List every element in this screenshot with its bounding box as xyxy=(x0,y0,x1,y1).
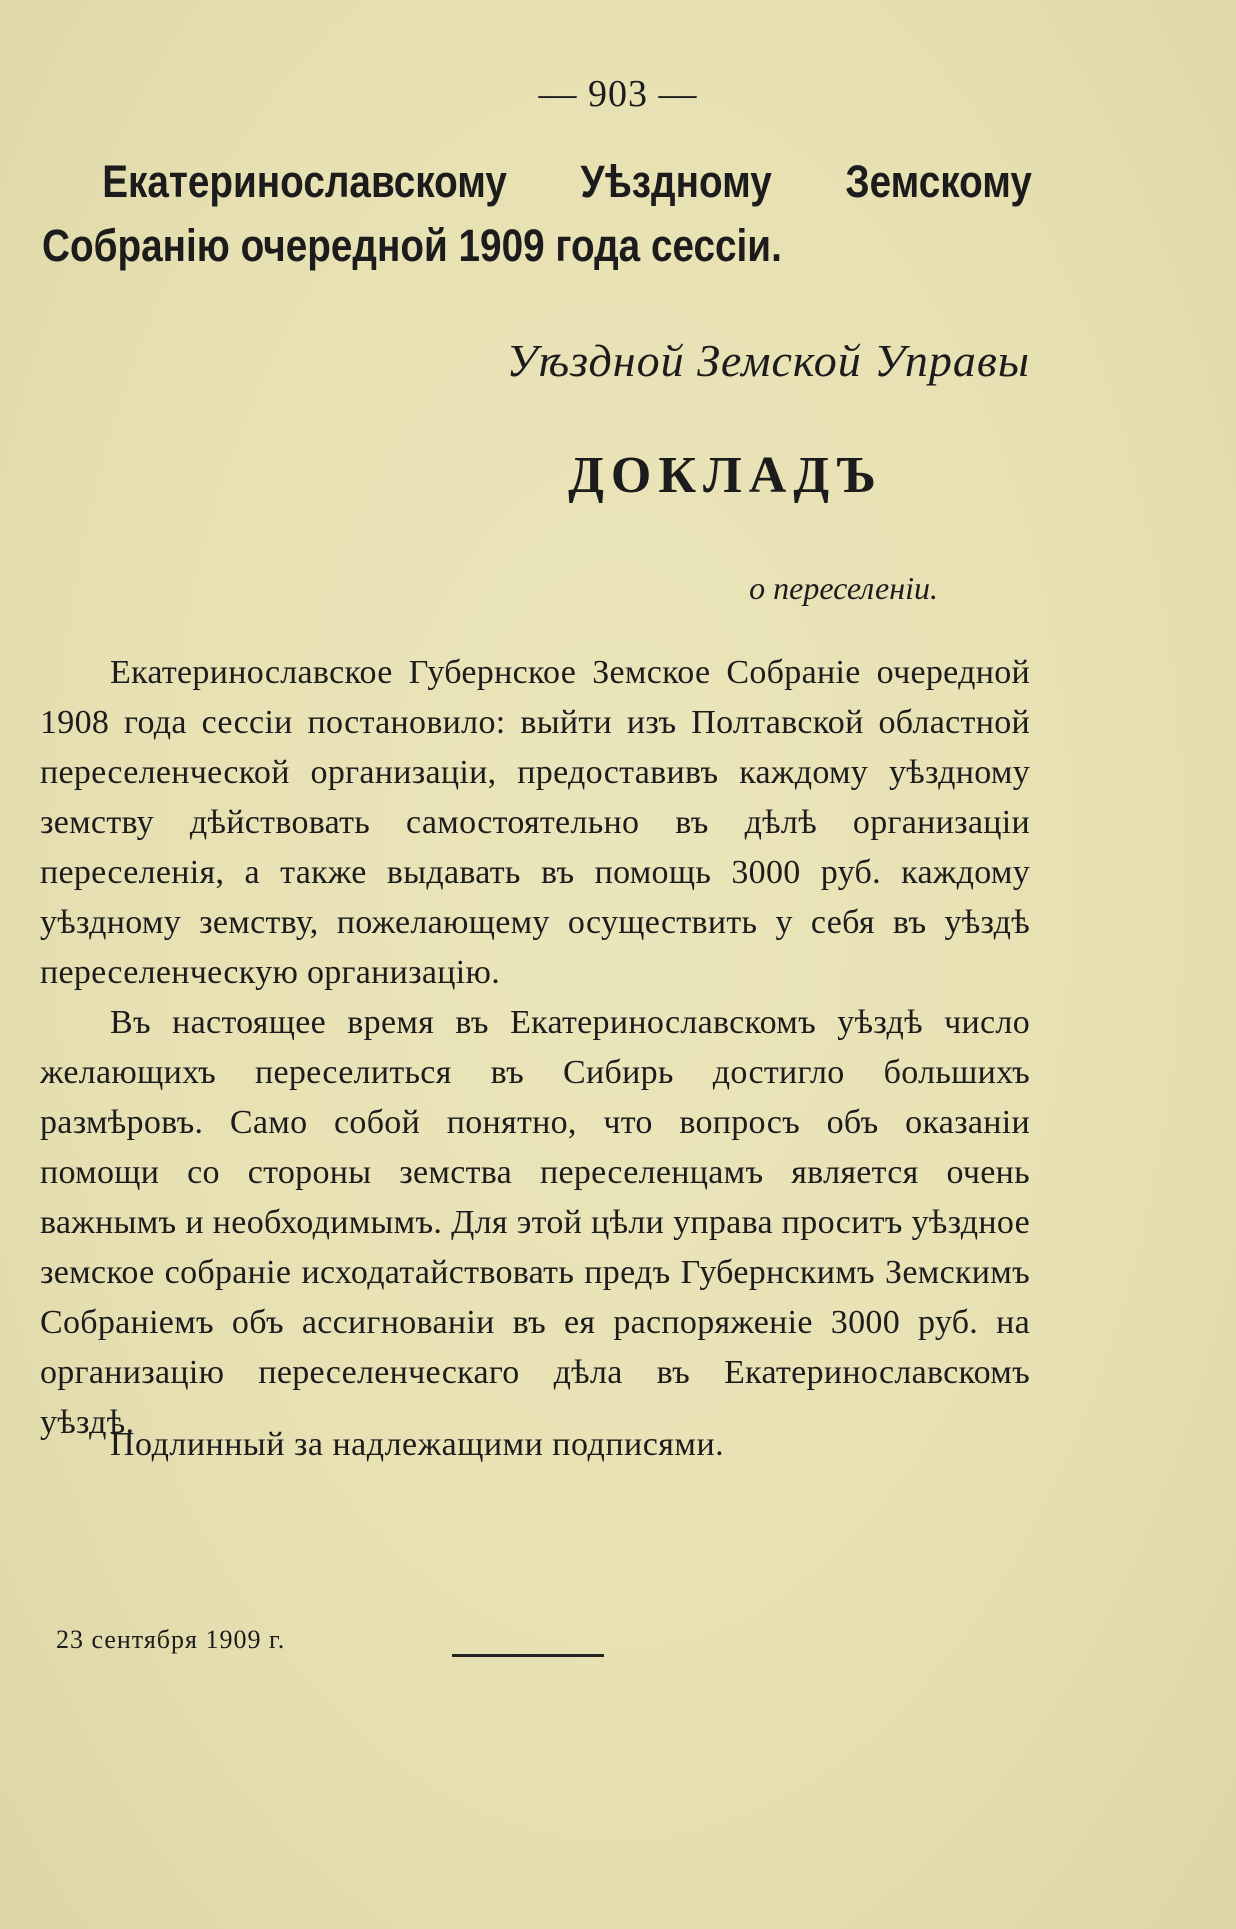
body-paragraph-1: Екатеринославское Губернское Земское Собраніе очередной 1908 года сессіи постановило: выйти изъ Полтавской областной переселенческой организаціи, предоставивъ каждому уѣздному земству дѣйствовать самостоятельно въ дѣлѣ организаціи переселенія, а также выдавать въ помощь 3000 руб. каждому уѣздному земству, пожелающему осуществить у себя въ уѣздѣ переселенческую организацію. xyxy=(40,654,1030,991)
page-number: — 903 — xyxy=(538,73,698,115)
addressee-heading xyxy=(42,150,1032,278)
report-body xyxy=(40,648,1030,1448)
addressee-text: Екатеринославскому Уѣздному Земскому Собранію очередной 1909 года сессіи. xyxy=(42,156,1032,271)
report-title: ДОКЛАДЪ xyxy=(568,447,883,504)
report-subject: о переселеніи. xyxy=(749,570,938,606)
body-paragraph-2: Въ настоящее время въ Екатеринославскомъ уѣздѣ число желающихъ переселиться въ Сибирь достигло большихъ размѣровъ. Само собой понятно, что вопросъ объ оказаніи помощи со стороны земства переселенцамъ является очень важнымъ и необходимымъ. Для этой цѣли управа проситъ уѣздное земское собраніе исходатайствовать предъ Губернскимъ Земскимъ Собраніемъ объ ассигнованіи въ ея распоряженіе 3000 руб. на организацію переселенческаго дѣла въ Екатеринославскомъ уѣздѣ. xyxy=(40,1004,1030,1441)
signature-note: Подлинный за надлежащими подписями. xyxy=(110,1426,725,1463)
issuer-line: Уѣздной Земской Управы xyxy=(506,335,1030,386)
document-date: 23 сентября 1909 г. xyxy=(56,1625,286,1654)
closing-divider xyxy=(452,1654,604,1657)
